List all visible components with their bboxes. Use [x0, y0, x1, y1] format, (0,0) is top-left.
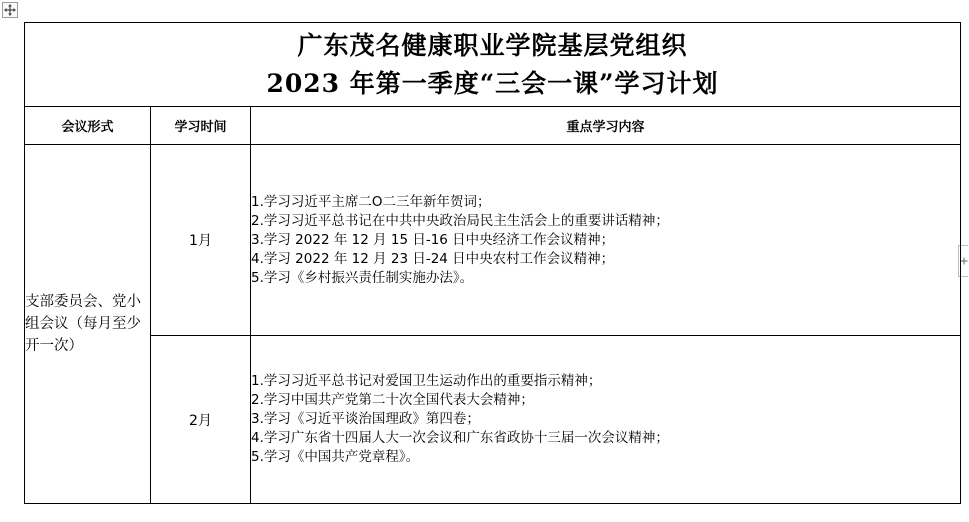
header-study-content[interactable]: 重点学习内容: [251, 107, 961, 145]
content-item: 1.学习习近平主席二O二三年新年贺词；: [251, 193, 491, 210]
content-item: 4.学习 2022 年 12 月 23 日-24 日中央农村工作会议精神；: [251, 250, 615, 267]
header-study-time[interactable]: 学习时间: [151, 107, 251, 145]
table-move-handle-icon[interactable]: [2, 2, 18, 18]
table-row: [25, 145, 961, 336]
content-item: 5.学习《乡村振兴责任制实施办法》。: [251, 269, 474, 286]
content-item: 2.学习习近平总书记在中共中央政治局民主生活会上的重要讲话精神；: [251, 212, 669, 229]
header-meeting-form[interactable]: 会议形式: [25, 107, 151, 145]
content-cell[interactable]: [251, 145, 961, 336]
title-row: [25, 23, 961, 107]
four-way-arrow-icon: [4, 4, 16, 16]
meeting-form-cell[interactable]: 支部委员会、党小组会议（每月至少开一次）: [25, 145, 151, 504]
document-title-line1: 广东茂名健康职业学院基层党组织: [297, 30, 688, 60]
content-item: 4.学习广东省十四届人大一次会议和广东省政协十三届一次会议精神；: [251, 430, 669, 446]
month-cell[interactable]: 1月: [151, 145, 251, 336]
document-title-line2: 2023 年第一季度“三会一课”学习计划: [266, 68, 719, 98]
content-item: 2.学习中国共产党第二十次全国代表大会精神；: [251, 392, 534, 408]
title-cell[interactable]: [25, 23, 961, 107]
header-row: [25, 107, 961, 145]
content-item: 5.学习《中国共产党章程》。: [251, 449, 420, 465]
content-item: 3.学习 2022 年 12 月 15 日-16 日中央经济工作会议精神；: [251, 231, 615, 248]
table-row: [25, 336, 961, 504]
content-item: 1.学习习近平总书记对爱国卫生运动作出的重要指示精神；: [251, 373, 602, 389]
content-item: 3.学习《习近平谈治国理政》第四卷；: [251, 411, 480, 427]
study-plan-table: [24, 22, 961, 504]
content-cell[interactable]: [251, 336, 961, 504]
month-cell[interactable]: 2月: [151, 336, 251, 504]
